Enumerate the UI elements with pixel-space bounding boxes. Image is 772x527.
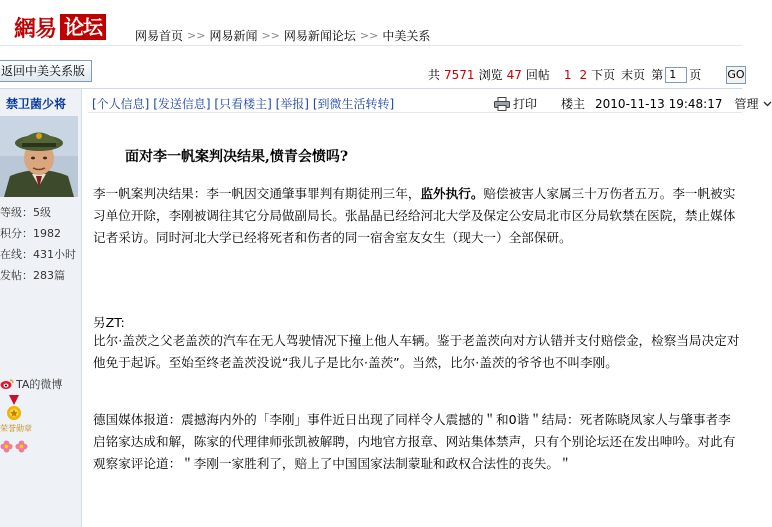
flower-icon xyxy=(15,440,28,453)
print-label: 打印 xyxy=(513,97,538,111)
breadcrumb-sino-us[interactable]: 中美关系 xyxy=(382,29,431,43)
post-paragraph-1-bold: 监外执行。 xyxy=(420,186,484,201)
header-divider xyxy=(0,45,742,46)
page-link-1[interactable]: 1 xyxy=(563,67,572,82)
weibo-icon xyxy=(0,378,14,390)
author-post-count: 发帖：283篇 xyxy=(0,269,65,282)
manage-label: 管理 xyxy=(734,97,759,111)
author-level: 等级：5级 xyxy=(0,206,51,219)
breadcrumb-separator: >> xyxy=(187,29,206,42)
floor-label: 楼主 xyxy=(561,97,586,111)
post-paragraph-1-text: 李一帆案判决结果：李一帆因交通肇事罪判有期徒刑三年， xyxy=(93,186,421,201)
send-message-link[interactable]: [发送信息] xyxy=(153,97,211,111)
weibo-label: TA的微博 xyxy=(16,378,63,391)
back-to-board-button[interactable]: 返回中美关系版 xyxy=(0,60,92,82)
views-count: 47 xyxy=(506,67,522,82)
post-meta xyxy=(494,95,772,112)
author-sidebar xyxy=(0,89,82,527)
thread-navbar xyxy=(0,56,742,84)
weishenghuo-link[interactable]: [到微生活转转] xyxy=(312,97,395,111)
medal-icon xyxy=(6,395,22,425)
breadcrumb-separator: >> xyxy=(261,29,280,42)
views-label: 浏览 xyxy=(478,68,503,82)
author-online-hours: 在线：431小时 xyxy=(0,248,76,261)
author-name[interactable]: 禁卫菌少将 xyxy=(6,97,67,111)
author-points: 积分：1982 xyxy=(0,227,61,240)
flower-icon xyxy=(0,440,13,453)
author-weibo-link[interactable] xyxy=(0,376,62,392)
breadcrumb xyxy=(135,27,430,44)
logo-forum-text: 论坛 xyxy=(60,14,106,40)
print-button[interactable] xyxy=(494,95,537,112)
goto-suffix: 页 xyxy=(689,68,702,82)
post-paragraph-3: 德国媒体报道：震撼海内外的「李刚」事件近日出现了同样令人震撼的＂和0谐＂结局：死者陈晓凤家人与肇事者李启铭家达成和解，陈家的代理律师张凯被解聘，内地官方报章、网站集体禁声，只有个别论坛还在发出呻吟。对此有观察家评论道：＂李刚一家胜利了，赔上了中国国家法制蒙耻和政权合法性的丧失。＂ xyxy=(93,412,736,471)
last-page-link[interactable]: 末页 xyxy=(621,68,646,82)
post-header-divider xyxy=(88,112,742,113)
post-timestamp: 2010-11-13 19:48:17 xyxy=(595,96,723,111)
post-action-links xyxy=(92,95,394,112)
breadcrumb-news-forum[interactable]: 网易新闻论坛 xyxy=(283,29,356,43)
post-title: 面对李一帆案判决结果,愤青会愤吗? xyxy=(125,149,349,165)
goto-prefix: 第 xyxy=(651,68,664,82)
total-count: 7571 xyxy=(444,67,475,82)
page-link-2[interactable]: 2 xyxy=(579,67,588,82)
only-op-link[interactable]: [只看楼主] xyxy=(214,97,272,111)
breadcrumb-netease-news[interactable]: 网易新闻 xyxy=(209,29,258,43)
go-button[interactable]: GO xyxy=(726,66,746,84)
next-page-link[interactable]: 下页 xyxy=(591,68,616,82)
breadcrumb-separator: >> xyxy=(359,29,379,42)
post-zt-label: 另ZT: xyxy=(93,315,125,330)
replies-label: 回帖 xyxy=(525,68,550,82)
report-link[interactable]: [举报] xyxy=(275,97,309,111)
post-paragraph-1-rest: 赔偿被害人家属三十万伤者五万。李一帆被实习单位开除，李刚被调往其它分局做副局长。张晶晶已经给河北大学及保定公安局北市区分局软禁在医院，禁止媒体记者采访。同时河北大学已经将死者和伤者的同一宿舍室友女生（现大一）全部保研。 xyxy=(93,186,736,245)
site-header xyxy=(0,0,742,46)
netease-forum-logo[interactable] xyxy=(14,14,106,40)
flower-badges xyxy=(0,440,28,453)
chevron-down-icon xyxy=(763,99,772,108)
logo-netease-text: 網易 xyxy=(14,15,57,42)
manage-dropdown[interactable] xyxy=(734,95,771,112)
breadcrumb-netease-home[interactable]: 网易首页 xyxy=(135,29,184,43)
personal-info-link[interactable]: [个人信息] xyxy=(92,97,150,111)
author-avatar[interactable] xyxy=(0,116,78,197)
thread-stats xyxy=(428,66,701,83)
post-paragraph-1 xyxy=(93,183,743,249)
navbar-divider xyxy=(0,88,742,89)
page-number-input[interactable] xyxy=(665,67,687,83)
printer-icon xyxy=(494,97,510,111)
post-paragraph-2: 比尔·盖茨之父老盖茨的汽车在无人驾驶情况下撞上他人车辆。鉴于老盖茨向对方认错并支付赔偿金，检察当局决定对他免于起诉。至始至终老盖茨没说“我儿子是比尔·盖茨”。当然，比尔·盖茨的爷爷也不叫李刚。 xyxy=(93,333,740,370)
medal-label: 荣誉勋章 xyxy=(0,424,32,433)
total-label: 共 xyxy=(428,68,441,82)
